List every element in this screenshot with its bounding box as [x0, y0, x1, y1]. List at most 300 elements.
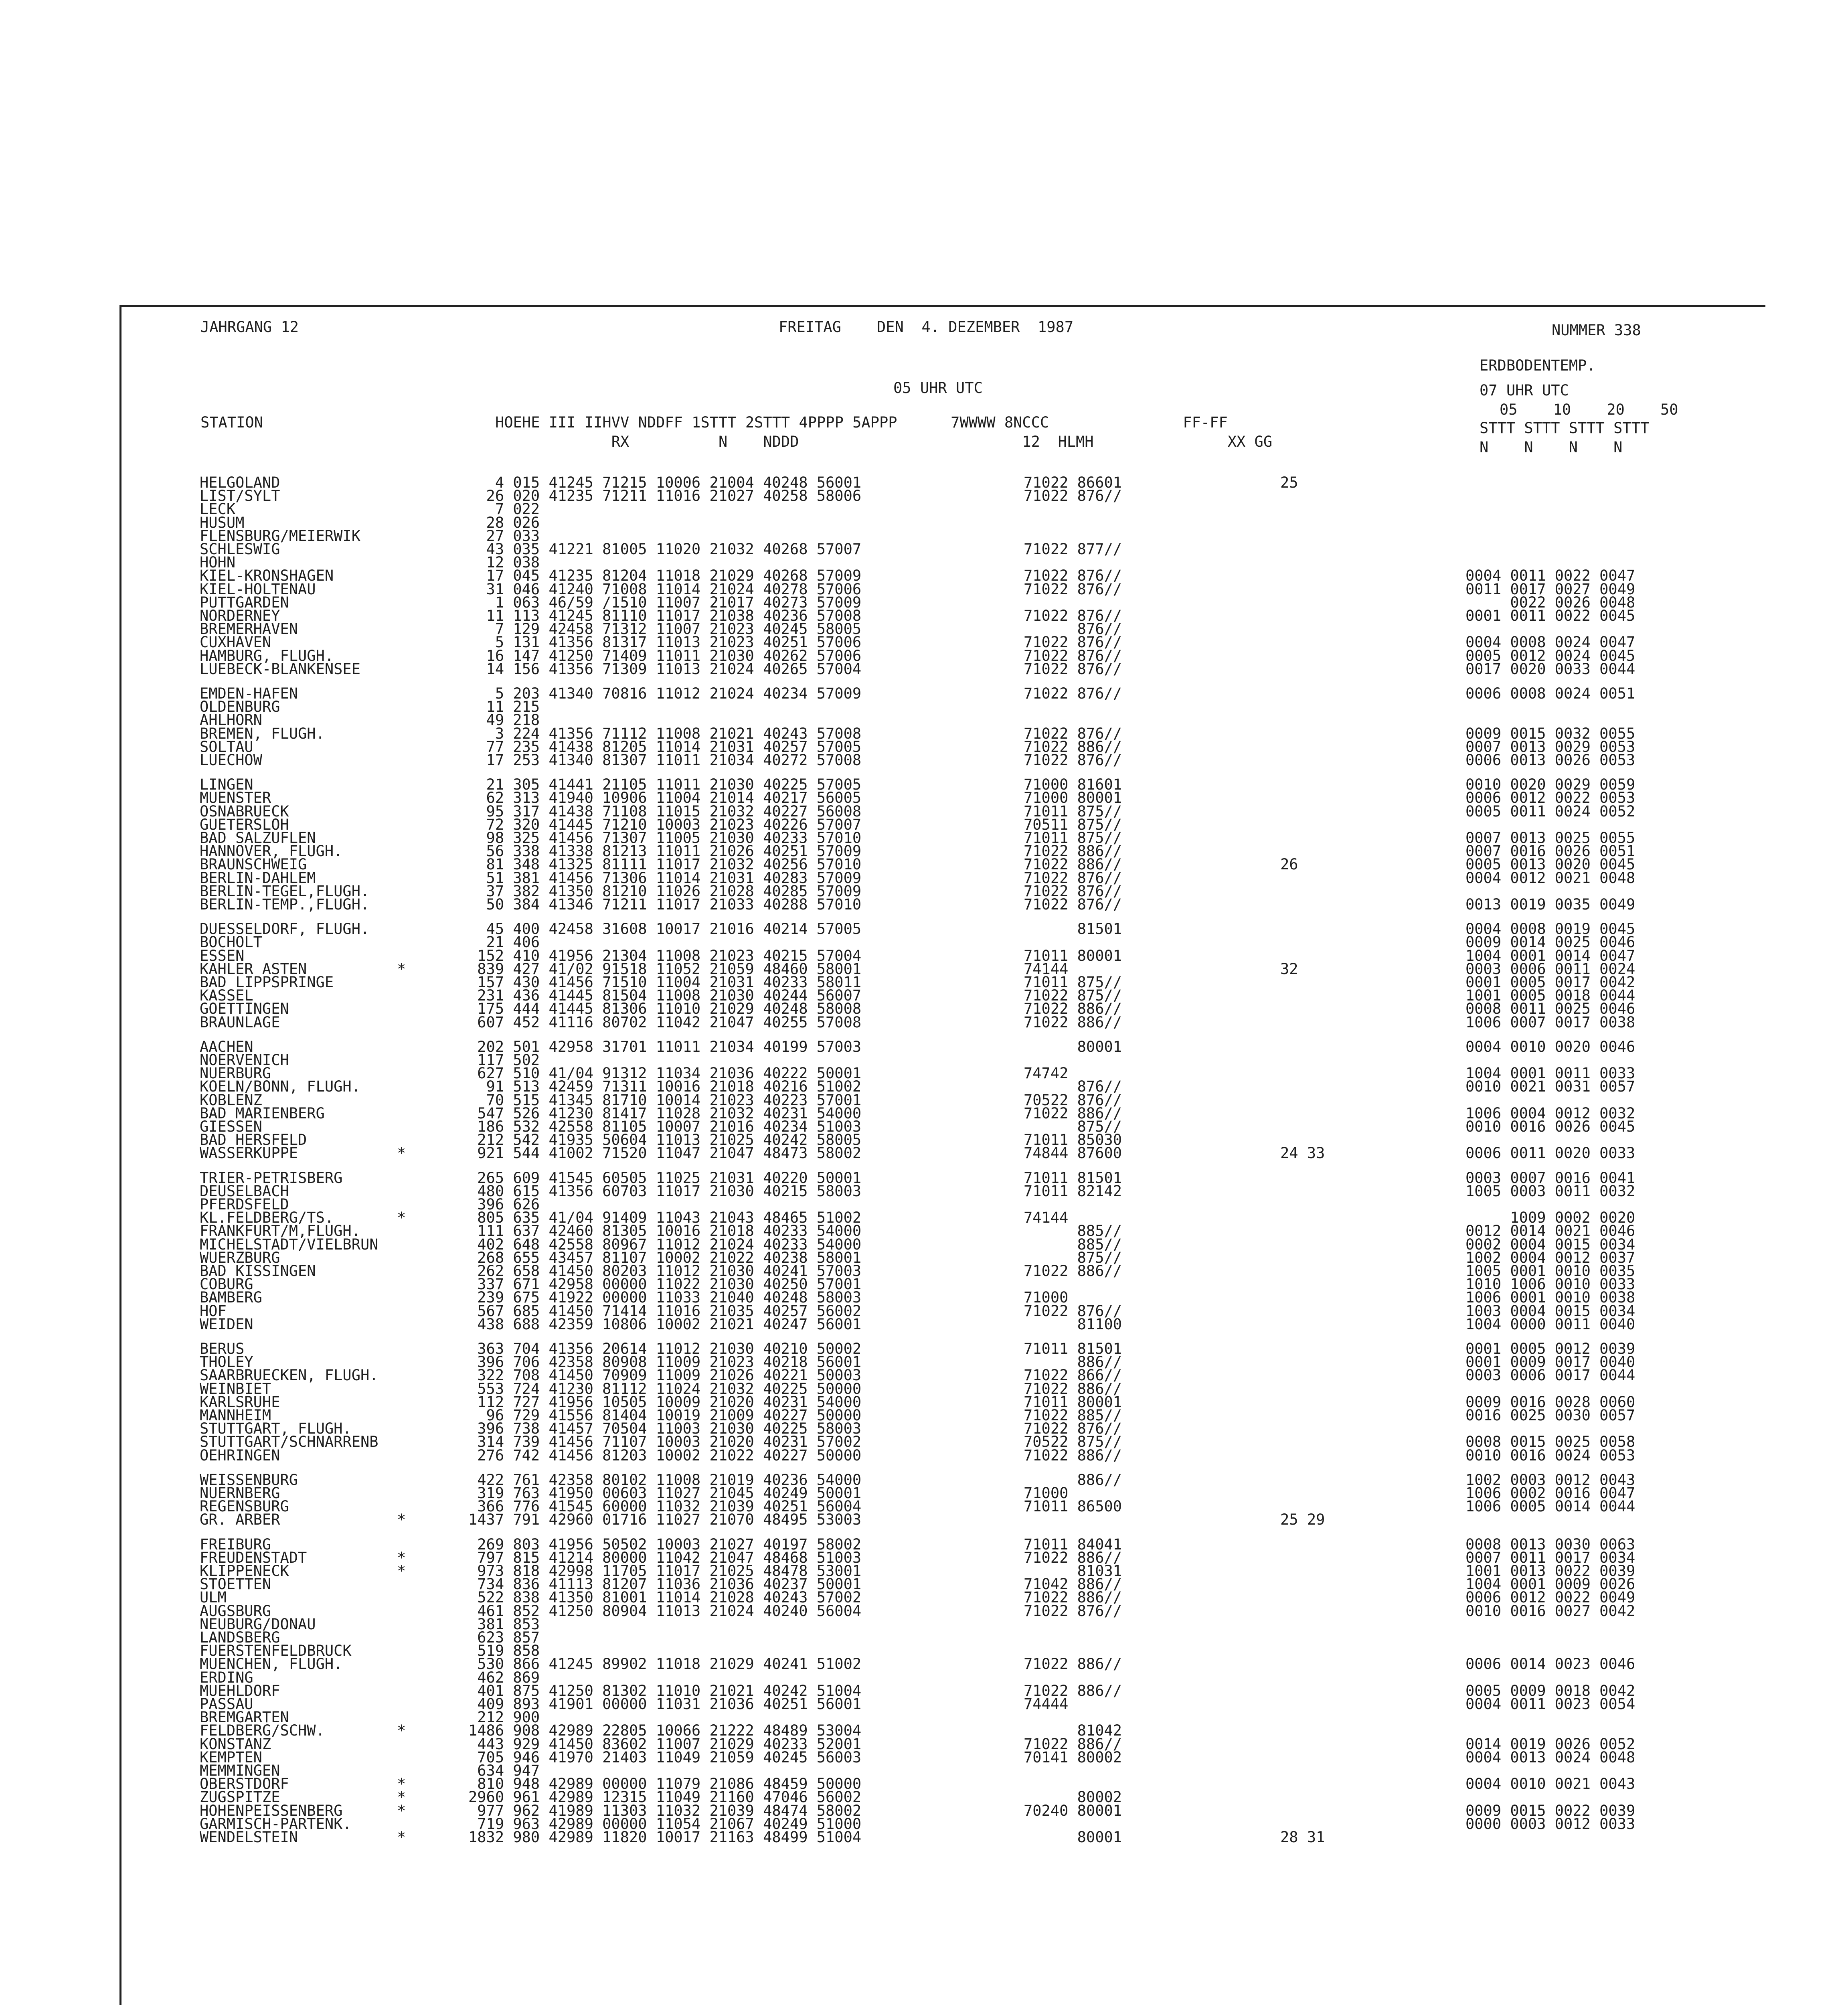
soil-temps: 0006 0012 0022 0053 [1465, 789, 1635, 806]
main-groups: 396 626 [468, 1196, 540, 1213]
soil-temps: 0017 0020 0033 0044 [1465, 660, 1635, 678]
weather-groups: 74144 [1024, 1209, 1069, 1226]
weather-groups: 71022 866// [1024, 1367, 1122, 1384]
station-name: AHLHORN [200, 711, 262, 729]
soil-temps: 0005 0009 0018 0042 [1465, 1682, 1635, 1699]
weather-groups: 71022 876// [1024, 634, 1122, 651]
weather-groups: 71011 875// [1024, 829, 1122, 847]
weather-groups: 71011 86500 [1024, 1498, 1122, 1515]
soil-temps: 0008 0013 0030 0063 [1465, 1536, 1635, 1553]
soil-temps: 0000 0003 0012 0033 [1465, 1815, 1635, 1833]
main-groups: 839 427 41/02 91518 11052 21059 48460 58001 [468, 960, 862, 978]
station-name: MANNHEIM [200, 1407, 271, 1424]
station-name: HELGOLAND [200, 474, 280, 491]
station-name: NUERBURG [200, 1065, 271, 1082]
main-groups: 268 655 43457 81107 10002 21022 40238 58001 [468, 1249, 862, 1266]
weather-groups: 71011 81501 [1024, 1169, 1122, 1187]
soil-temps: 1004 0000 0011 0040 [1465, 1316, 1635, 1333]
weather-groups: 71022 876// [1024, 647, 1122, 664]
main-groups: 72 320 41445 71210 10003 21023 40226 57007 [468, 816, 862, 833]
main-groups: 212 542 41935 50604 11013 21025 40242 58005 [468, 1131, 862, 1148]
soil-header-sub: N N N N [1480, 439, 1623, 456]
station-name: OBERSTDORF [200, 1775, 289, 1792]
station-name: ULM [200, 1589, 227, 1606]
weather-groups: 71022 886// [1024, 1014, 1122, 1031]
soil-temps: 0004 0011 0023 0054 [1465, 1695, 1635, 1713]
main-groups: 37 382 41350 81210 11026 21028 40285 57009 [468, 883, 862, 900]
station-name: LANDSBERG [200, 1629, 280, 1646]
station-name: LIST/SYLT [200, 487, 280, 504]
weather-groups: 885// [1024, 1222, 1122, 1239]
soil-temps: 0007 0013 0025 0055 [1465, 829, 1635, 847]
main-groups: 381 853 [468, 1616, 540, 1633]
station-name: ERDING [200, 1669, 253, 1686]
main-groups: 43 035 41221 81005 11020 21032 40268 57007 [468, 541, 862, 558]
soil-temps: 0010 0016 0027 0042 [1465, 1602, 1635, 1620]
weather-groups: 71022 886// [1024, 1589, 1122, 1606]
weather-groups: 71022 886// [1024, 1549, 1122, 1566]
weather-groups: 71000 81601 [1024, 776, 1122, 793]
station-name: HOHN [200, 554, 236, 571]
soil-temps: 0007 0013 0029 0053 [1465, 738, 1635, 755]
weather-groups: 71022 886// [1024, 1262, 1122, 1280]
mountain-marker: * [397, 960, 406, 978]
station-name: GOETTINGEN [200, 1000, 289, 1017]
weather-groups: 875// [1024, 1118, 1122, 1135]
weather-groups: 81501 [1024, 920, 1122, 938]
main-groups: 396 706 42358 80908 11009 21023 40218 56001 [468, 1353, 862, 1371]
station-name: BAD LIPPSPRINGE [200, 974, 334, 991]
station-name: GUETERSLOH [200, 816, 289, 833]
main-groups: 202 501 42958 31701 11011 21034 40199 57003 [468, 1038, 862, 1055]
main-groups: 1832 980 42989 11820 10017 21163 48499 51004 [468, 1829, 862, 1846]
soil-temps: 0008 0015 0025 0058 [1465, 1433, 1635, 1450]
weather-groups: 71011 80001 [1024, 947, 1122, 964]
station-name: LECK [200, 500, 236, 518]
weather-groups: 71022 875// [1024, 987, 1122, 1004]
soil-temps: 1004 0001 0011 0033 [1465, 1065, 1635, 1082]
main-groups: 14 156 41356 71309 11013 21024 40265 57004 [468, 660, 862, 678]
weather-groups: 70511 875// [1024, 816, 1122, 833]
weather-groups: 80001 [1024, 1829, 1122, 1846]
station-name: AACHEN [200, 1038, 253, 1055]
weather-groups: 71011 875// [1024, 803, 1122, 820]
main-groups: 921 544 41002 71520 11047 21047 48473 58002 [468, 1144, 862, 1162]
weather-groups: 71011 81501 [1024, 1340, 1122, 1357]
soil-temp-time: 07 UHR UTC [1480, 382, 1569, 399]
station-name: FELDBERG/SCHW. [200, 1722, 325, 1739]
station-name: WENDELSTEIN [200, 1829, 298, 1846]
station-name: FREIBURG [200, 1536, 271, 1553]
main-groups: 973 818 42998 11705 11017 21025 48478 53001 [468, 1562, 862, 1580]
soil-temps: 1002 0004 0012 0037 [1465, 1249, 1635, 1266]
soil-temps: 0004 0010 0020 0046 [1465, 1038, 1635, 1055]
main-groups: 402 648 42558 80967 11012 21024 40233 54000 [468, 1236, 862, 1253]
station-name: MICHELSTADT/VIELBRUN [200, 1236, 379, 1253]
main-groups: 157 430 41456 71510 11004 21031 40233 58011 [468, 974, 862, 991]
weather-groups: 71022 886// [1024, 1682, 1122, 1699]
main-groups: 363 704 41356 20614 11012 21030 40210 50002 [468, 1340, 862, 1357]
jahrgang-label: JAHRGANG 12 [200, 318, 299, 336]
weather-groups: 71022 877// [1024, 541, 1122, 558]
weather-groups: 71022 886// [1024, 1447, 1122, 1464]
soil-temps: 0006 0012 0022 0049 [1465, 1589, 1635, 1606]
main-groups: 91 513 42459 71311 10016 21018 40216 51002 [468, 1078, 862, 1095]
main-groups: 70 515 41345 81710 10014 21023 40223 57001 [468, 1092, 862, 1109]
soil-temps: 1005 0001 0010 0035 [1465, 1262, 1635, 1280]
soil-temps: 0022 0026 0048 [1465, 594, 1635, 611]
station-name: KLIPPENECK [200, 1562, 289, 1580]
soil-temps: 1005 0003 0011 0032 [1465, 1183, 1635, 1200]
main-groups: 462 869 [468, 1669, 540, 1686]
soil-temps: 0003 0006 0017 0044 [1465, 1367, 1635, 1384]
main-groups: 11 113 41245 81110 11017 21038 40236 57008 [468, 607, 862, 624]
main-groups: 519 858 [468, 1642, 540, 1659]
soil-temps: 1003 0004 0015 0034 [1465, 1302, 1635, 1320]
station-name: KONSTANZ [200, 1736, 271, 1753]
weather-groups: 71022 886// [1024, 1736, 1122, 1753]
main-groups: 265 609 41545 60505 11025 21031 40220 50001 [468, 1169, 862, 1187]
station-name: KARLSRUHE [200, 1393, 280, 1411]
mountain-marker: * [397, 1562, 406, 1580]
station-name: FUERSTENFELDBRUCK [200, 1642, 352, 1659]
main-groups: 12 038 [468, 554, 540, 571]
mountain-marker: * [397, 1209, 406, 1226]
main-groups: 401 875 41250 81302 11010 21021 40242 51004 [468, 1682, 862, 1699]
main-groups: 26 020 41235 71211 11016 21027 40258 58006 [468, 487, 862, 504]
weather-groups: 71022 876// [1024, 1602, 1122, 1620]
soil-depths: 05 10 20 50 [1500, 401, 1678, 418]
soil-temps: 0006 0014 0023 0046 [1465, 1655, 1635, 1673]
soil-temps: 0007 0011 0017 0034 [1465, 1549, 1635, 1566]
main-groups: 805 635 41/04 91409 11043 21043 48465 51002 [468, 1209, 862, 1226]
soil-header-main: STTT STTT STTT STTT [1480, 419, 1650, 437]
station-name: FREUDENSTADT [200, 1549, 307, 1566]
soil-temps: 0001 0009 0017 0040 [1465, 1353, 1635, 1371]
station-name: BAD MARIENBERG [200, 1105, 325, 1122]
observation-time: 05 UHR UTC [893, 379, 983, 397]
soil-temps: 0004 0012 0021 0048 [1465, 869, 1635, 887]
wind-gusts: 24 33 [1280, 1144, 1325, 1162]
main-groups: 567 685 41450 71414 11016 21035 40257 56002 [468, 1302, 862, 1320]
station-name: STUTTGART, FLUGH. [200, 1420, 352, 1437]
soil-temps: 0005 0013 0020 0045 [1465, 856, 1635, 873]
soil-temps: 0005 0012 0024 0045 [1465, 647, 1635, 664]
station-name: KIEL-KRONSHAGEN [200, 567, 334, 584]
station-name: SOLTAU [200, 738, 253, 755]
soil-temps: 0009 0015 0022 0039 [1465, 1802, 1635, 1819]
main-groups: 734 836 41113 81207 11036 21036 40237 50001 [468, 1576, 862, 1593]
station-name: EMDEN-HAFEN [200, 685, 298, 702]
mountain-marker: * [397, 1511, 406, 1528]
station-name: HAMBURG, FLUGH. [200, 647, 334, 664]
station-name: NUERNBERG [200, 1485, 280, 1502]
weather-groups: 71011 82142 [1024, 1183, 1122, 1200]
main-groups: 17 253 41340 81307 11011 21034 40272 57008 [468, 751, 862, 769]
station-name: NOERVENICH [200, 1051, 289, 1069]
weather-groups: 70522 876// [1024, 1092, 1122, 1109]
weather-groups: 71022 876// [1024, 1420, 1122, 1437]
main-groups: 438 688 42359 10806 10002 21021 40247 56001 [468, 1316, 862, 1333]
main-groups: 186 532 42558 81105 10007 21016 40234 51003 [468, 1118, 862, 1135]
main-groups: 366 776 41545 60000 11032 21039 40251 56004 [468, 1498, 862, 1515]
main-groups: 231 436 41445 81504 11008 21030 40244 56007 [468, 987, 862, 1004]
main-groups: 4 015 41245 71215 10006 21004 40248 56001 [468, 474, 862, 491]
main-groups: 7 022 [468, 500, 540, 518]
soil-temps: 0004 0013 0024 0048 [1465, 1749, 1635, 1766]
station-name: BAD KISSINGEN [200, 1262, 316, 1280]
station-name: GARMISCH-PARTENK. [200, 1815, 352, 1833]
weather-groups: 71000 [1024, 1485, 1069, 1502]
station-name: KOELN/BONN, FLUGH. [200, 1078, 360, 1095]
main-groups: 977 962 41989 11303 11032 21039 48474 58002 [468, 1802, 862, 1819]
soil-temps: 0006 0008 0024 0051 [1465, 685, 1635, 702]
station-name: SCHLESWIG [200, 541, 280, 558]
soil-temps: 0009 0014 0025 0046 [1465, 934, 1635, 951]
station-name: BAD HERSFELD [200, 1131, 307, 1148]
station-name: BERUS [200, 1340, 245, 1357]
soil-temps: 0006 0013 0026 0053 [1465, 751, 1635, 769]
station-name: BOCHOLT [200, 934, 262, 951]
station-name: FLENSBURG/MEIERWIK [200, 527, 360, 545]
main-groups: 2960 961 42989 12315 11049 21160 47046 56002 [468, 1788, 862, 1806]
soil-temps: 0005 0011 0024 0052 [1465, 803, 1635, 820]
station-name: LINGEN [200, 776, 253, 793]
main-groups: 461 852 41250 80904 11013 21024 40240 56004 [468, 1602, 862, 1620]
station-name: BAD SALZUFLEN [200, 829, 316, 847]
weather-groups: 71022 876// [1024, 607, 1122, 624]
weather-groups: 81042 [1024, 1722, 1122, 1739]
weather-groups: 71022 876// [1024, 1302, 1122, 1320]
main-groups: 98 325 41456 71307 11005 21030 40233 57010 [468, 829, 862, 847]
station-name: KOBLENZ [200, 1092, 262, 1109]
soil-temps: 1004 0001 0014 0047 [1465, 947, 1635, 964]
main-groups: 175 444 41445 81306 11010 21029 40248 58008 [468, 1000, 862, 1017]
weather-groups: 80002 [1024, 1788, 1122, 1806]
station-name: DUESSELDORF, FLUGH. [200, 920, 370, 938]
station-name: KASSEL [200, 987, 253, 1004]
soil-temps: 1006 0005 0014 0044 [1465, 1498, 1635, 1515]
weather-groups: 71022 876// [1024, 896, 1122, 913]
weather-groups: 875// [1024, 1249, 1122, 1266]
station-name: MUENCHEN, FLUGH. [200, 1655, 343, 1673]
main-groups: 319 763 41950 00603 11027 21045 40249 50001 [468, 1485, 862, 1502]
soil-temps: 0004 0008 0024 0047 [1465, 634, 1635, 651]
main-groups: 314 739 41456 71107 10003 21020 40231 57002 [468, 1433, 862, 1450]
main-groups: 522 838 41350 81001 11014 21028 40243 57002 [468, 1589, 862, 1606]
main-groups: 269 803 41956 50502 10003 21027 40197 58002 [468, 1536, 862, 1553]
weather-groups: 886// [1024, 1353, 1122, 1371]
soil-temps: 1010 1006 0010 0033 [1465, 1276, 1635, 1293]
weather-groups: 81031 [1024, 1562, 1122, 1580]
station-name: MUENSTER [200, 789, 271, 806]
weather-groups: 74144 [1024, 960, 1069, 978]
soil-temps: 1006 0007 0017 0038 [1465, 1014, 1635, 1031]
station-name: KAHLER ASTEN [200, 960, 307, 978]
weather-groups: 71022 876// [1024, 751, 1122, 769]
station-name: SAARBRUECKEN, FLUGH. [200, 1367, 379, 1384]
station-name: HOF [200, 1302, 227, 1320]
weather-groups: 74444 [1024, 1695, 1069, 1713]
weather-groups: 71022 886// [1024, 738, 1122, 755]
station-name: ZUGSPITZE [200, 1788, 280, 1806]
main-groups: 1437 791 42960 01716 11027 21070 48495 53003 [468, 1511, 862, 1528]
main-groups: 95 317 41438 71108 11015 21032 40227 56008 [468, 803, 862, 820]
soil-temps: 0003 0006 0011 0024 [1465, 960, 1635, 978]
mountain-marker: * [397, 1144, 406, 1162]
weather-groups: 71000 [1024, 1289, 1069, 1306]
station-name: HUSUM [200, 514, 245, 531]
main-groups: 705 946 41970 21403 11049 21059 40245 56003 [468, 1749, 862, 1766]
soil-temps: 0014 0019 0026 0052 [1465, 1736, 1635, 1753]
main-groups: 11 215 [468, 698, 540, 715]
column-header-main: STATION HOEHE III IIHVV NDDFF 1STTT 2STTT 4PPPP 5APPP 7WWWW 8NCCC FF-FF [200, 414, 1228, 431]
soil-temps: 1002 0003 0012 0043 [1465, 1471, 1635, 1489]
soil-temps: 0008 0011 0025 0046 [1465, 1000, 1635, 1017]
weather-groups: 74742 [1024, 1065, 1069, 1082]
weather-groups: 71022 876// [1024, 883, 1122, 900]
mountain-marker: * [397, 1722, 406, 1739]
station-name: NEUBURG/DONAU [200, 1616, 316, 1633]
station-name: STOETTEN [200, 1576, 271, 1593]
column-header-sub: RX N NDDD 12 HLMH XX GG [200, 433, 1273, 450]
weather-groups: 71022 886// [1024, 1380, 1122, 1397]
soil-temps: 0010 0020 0029 0059 [1465, 776, 1635, 793]
main-groups: 1486 908 42989 22805 10066 21222 48489 53004 [468, 1722, 862, 1739]
station-name: ESSEN [200, 947, 245, 964]
weather-groups: 71011 875// [1024, 974, 1122, 991]
soil-temps: 0016 0025 0030 0057 [1465, 1407, 1635, 1424]
station-name: WUERZBURG [200, 1249, 280, 1266]
main-groups: 5 131 41356 81317 11013 21023 40251 57006 [468, 634, 862, 651]
soil-temps: 0009 0016 0028 0060 [1465, 1393, 1635, 1411]
main-groups: 7 129 42458 71312 11007 21023 40245 58005 [468, 620, 862, 638]
mountain-marker: * [397, 1829, 406, 1846]
weather-groups: 71022 886// [1024, 1105, 1122, 1122]
station-name: OEHRINGEN [200, 1447, 280, 1464]
main-groups: 337 671 42958 00000 11022 21030 40250 57001 [468, 1276, 862, 1293]
weather-groups: 71022 886// [1024, 856, 1122, 873]
station-name: OLDENBURG [200, 698, 280, 715]
weather-groups: 71022 876// [1024, 581, 1122, 598]
weather-groups: 70141 80002 [1024, 1749, 1122, 1766]
main-groups: 1 063 46/59 /1510 11007 21017 40273 57009 [468, 594, 862, 611]
weather-groups: 80001 [1024, 1038, 1122, 1055]
station-name: KL.FELDBERG/TS. [200, 1209, 334, 1226]
station-name: LUEBECK-BLANKENSEE [200, 660, 360, 678]
wind-gusts: 28 31 [1280, 1829, 1325, 1846]
main-groups: 322 708 41450 70909 11009 21026 40221 50003 [468, 1367, 862, 1384]
main-groups: 422 761 42358 80102 11008 21019 40236 54000 [468, 1471, 862, 1489]
station-name: STUTTGART/SCHNARRENB [200, 1433, 379, 1450]
weather-groups: 74844 87600 [1024, 1144, 1122, 1162]
station-name: CUXHAVEN [200, 634, 271, 651]
station-name: BREMEN, FLUGH. [200, 725, 325, 742]
station-name: DEUSELBACH [200, 1183, 289, 1200]
main-groups: 276 742 41456 81203 10002 21022 40227 50000 [468, 1447, 862, 1464]
weather-groups: 71022 86601 [1024, 474, 1122, 491]
station-name: MEMMINGEN [200, 1762, 280, 1779]
main-groups: 21 406 [468, 934, 540, 951]
weather-groups: 70240 80001 [1024, 1802, 1122, 1819]
station-name: REGENSBURG [200, 1498, 289, 1515]
station-name: KEMPTEN [200, 1749, 262, 1766]
main-groups: 77 235 41438 81205 11014 21031 40257 57005 [468, 738, 862, 755]
main-groups: 239 675 41922 00000 11033 21040 40248 58003 [468, 1289, 862, 1306]
weather-groups: 886// [1024, 1471, 1122, 1489]
soil-temps: 1004 0001 0009 0026 [1465, 1576, 1635, 1593]
main-groups: 56 338 41338 81213 11011 21026 40251 57009 [468, 843, 862, 860]
main-groups: 27 033 [468, 527, 540, 545]
station-name: PASSAU [200, 1695, 253, 1713]
main-groups: 31 046 41240 71008 11014 21024 40278 57006 [468, 581, 862, 598]
main-groups: 49 218 [468, 711, 540, 729]
mountain-marker: * [397, 1775, 406, 1792]
main-groups: 21 305 41441 21105 11011 21030 40225 57005 [468, 776, 862, 793]
soil-temps: 1009 0002 0020 [1465, 1209, 1635, 1226]
main-groups: 480 615 41356 60703 11017 21030 40215 58003 [468, 1183, 862, 1200]
main-groups: 45 400 42458 31608 10017 21016 40214 57005 [468, 920, 862, 938]
main-groups: 396 738 41457 70504 11003 21030 40225 58003 [468, 1420, 862, 1437]
weather-groups: 71022 876// [1024, 487, 1122, 504]
soil-temps: 0001 0005 0017 0042 [1465, 974, 1635, 991]
station-name: WEISSENBURG [200, 1471, 298, 1489]
weather-groups: 71011 85030 [1024, 1131, 1122, 1148]
main-groups: 212 900 [468, 1709, 540, 1726]
soil-temps: 0004 0010 0021 0043 [1465, 1775, 1635, 1792]
soil-temps: 0007 0016 0026 0051 [1465, 843, 1635, 860]
station-name: HANNOVER, FLUGH. [200, 843, 343, 860]
wind-gusts: 25 [1280, 474, 1298, 491]
main-groups: 50 384 41346 71211 11017 21033 40288 57010 [468, 896, 862, 913]
weather-groups: 71011 84041 [1024, 1536, 1122, 1553]
soil-temps: 0009 0015 0032 0055 [1465, 725, 1635, 742]
station-name: BREMGARTEN [200, 1709, 289, 1726]
station-name: TRIER-PETRISBERG [200, 1169, 343, 1187]
soil-temp-title: ERDBODENTEMP. [1480, 357, 1596, 374]
soil-temps: 0012 0014 0021 0046 [1465, 1222, 1635, 1239]
station-name: BRAUNSCHWEIG [200, 856, 307, 873]
station-name: BERLIN-TEGEL,FLUGH. [200, 883, 370, 900]
weather-groups: 71022 886// [1024, 1655, 1122, 1673]
soil-temps: 0010 0016 0026 0045 [1465, 1118, 1635, 1135]
weather-groups: 71022 876// [1024, 685, 1122, 702]
main-groups: 51 381 41456 71306 11014 21031 40283 57009 [468, 869, 862, 887]
soil-temps: 1006 0001 0010 0038 [1465, 1289, 1635, 1306]
mountain-marker: * [397, 1802, 406, 1819]
wind-gusts: 25 29 [1280, 1511, 1325, 1528]
main-groups: 627 510 41/04 91312 11034 21036 40222 50001 [468, 1065, 862, 1082]
weather-groups: 71042 886// [1024, 1576, 1122, 1593]
main-groups: 530 866 41245 89902 11018 21029 40241 51002 [468, 1655, 862, 1673]
issue-number: NUMMER 338 [1552, 322, 1641, 339]
soil-temps: 0003 0007 0016 0041 [1465, 1169, 1635, 1187]
weather-groups: 71022 876// [1024, 660, 1122, 678]
soil-temps: 0004 0011 0022 0047 [1465, 567, 1635, 584]
station-name: BAMBERG [200, 1289, 262, 1306]
station-name: BRAUNLAGE [200, 1014, 280, 1031]
main-groups: 17 045 41235 81204 11018 21029 40268 57009 [468, 567, 862, 584]
weather-groups: 876// [1024, 1078, 1122, 1095]
weather-groups: 71022 876// [1024, 869, 1122, 887]
main-groups: 3 224 41356 71112 11008 21021 40243 57008 [468, 725, 862, 742]
soil-temps: 1001 0005 0018 0044 [1465, 987, 1635, 1004]
wind-gusts: 32 [1280, 960, 1298, 978]
station-name: NORDERNEY [200, 607, 280, 624]
station-name: THOLEY [200, 1353, 253, 1371]
weather-groups: 71022 876// [1024, 567, 1122, 584]
station-name: KIEL-HOLTENAU [200, 581, 316, 598]
